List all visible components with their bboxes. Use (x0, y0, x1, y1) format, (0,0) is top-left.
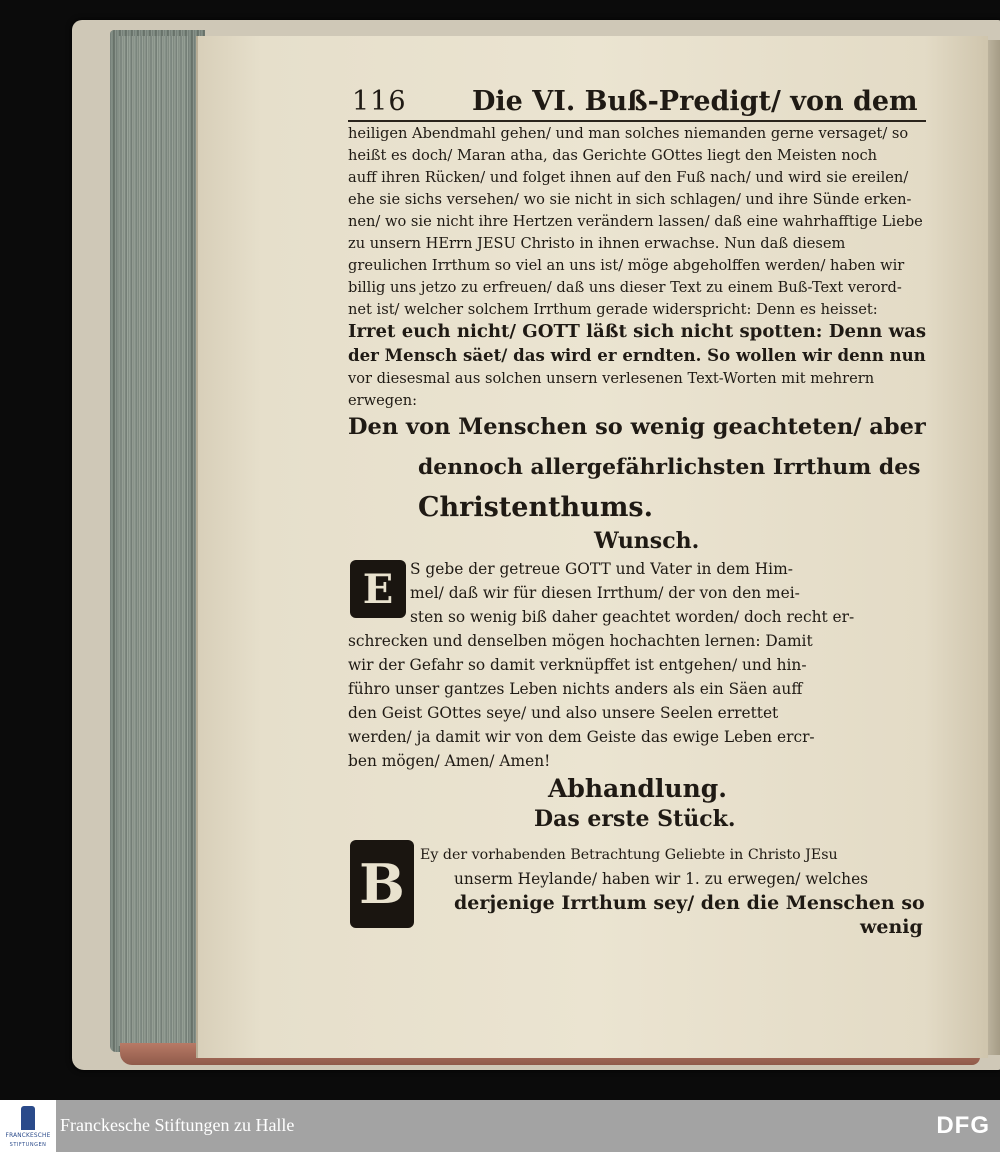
running-title: Die VI. Buß-Predigt/ von dem (472, 86, 918, 117)
text-line: zu unsern HErrn JESU Christo in ihnen erwachse. Nun daß diesem (348, 235, 846, 252)
running-head (348, 86, 926, 122)
sermon-heading-line: Christenthums. (418, 492, 653, 523)
text-line: sten so wenig biß daher geachtet worden/ doch recht er- (410, 608, 855, 626)
text-line: unserm Heylande/ haben wir 1. zu erwegen/ welches (454, 870, 869, 888)
wunsch-title: Wunsch. (594, 528, 700, 554)
text-line: heiligen Abendmahl gehen/ und man solches niemanden gerne versaget/ so (348, 125, 909, 142)
text-line: ben mögen/ Amen/ Amen! (348, 752, 551, 770)
building-icon (21, 1106, 35, 1130)
text-line: wir der Gefahr so damit verknüpffet ist entgehen/ und hin- (348, 656, 807, 674)
dfg-logo[interactable]: DFG (936, 1112, 990, 1139)
text-line: mel/ daß wir für diesen Irrthum/ der von den mei- (410, 584, 800, 602)
sermon-heading-line: Den von Menschen so wenig geachteten/ aber (348, 414, 926, 440)
text-line: führo unser gantzes Leben nichts anders als ein Säen auff (348, 680, 803, 698)
franckesche-logo[interactable] (0, 1100, 56, 1152)
text-line: nen/ wo sie nicht ihre Hertzen verändern lassen/ daß eine wahrhafftige Liebe (348, 213, 923, 230)
logo-text: STIFTUNGEN (9, 1142, 47, 1148)
text-line: erwegen: (348, 392, 418, 409)
text-line: ehe sie sichs versehen/ wo sie nicht in sich schlagen/ und ihre Sünde erken- (348, 191, 912, 208)
scripture-quote-line: Irret euch nicht/ GOTT läßt sich nicht spotten: Denn was (348, 321, 927, 342)
viewer-footer (0, 1100, 1000, 1152)
text-line: den Geist GOttes seye/ und also unsere Seelen errettet (348, 704, 779, 722)
institution-name[interactable]: Franckesche Stiftungen zu Halle (60, 1115, 295, 1135)
catchword: wenig (860, 916, 923, 938)
abhandlung-title: Abhandlung. (548, 774, 727, 803)
abhandlung-subtitle: Das erste Stück. (534, 806, 736, 832)
text-line: S gebe der getreue GOTT und Vater in dem Him- (410, 560, 793, 578)
decorated-initial-b: B (350, 840, 414, 928)
text-line: auff ihren Rücken/ und folget ihnen auf den Fuß nach/ und wird sie ereilen/ (348, 169, 909, 186)
text-line: heißt es doch/ Maran atha, das Gerichte GOttes liegt den Meisten noch (348, 147, 878, 164)
text-line: derjenige Irrthum sey/ den die Menschen so (454, 892, 925, 914)
text-line: greulichen Irrthum so viel an uns ist/ möge abgeholffen werden/ haben wir (348, 257, 905, 274)
text-line: billig uns jetzo zu erfreuen/ daß uns dieser Text zu einem Buß-Text verord- (348, 279, 902, 296)
page-block-edge-highlight (118, 36, 188, 1046)
text-line: schrecken und denselben mögen hochachten lernen: Damit (348, 632, 813, 650)
page-number: 116 (352, 86, 407, 117)
text-line: werden/ ja damit wir von dem Geiste das ewige Leben ercr- (348, 728, 815, 746)
scripture-quote-line: der Mensch säet/ das wird er erndten. So wollen wir denn nun (348, 345, 926, 365)
sermon-heading-line: dennoch allergefährlichsten Irrthum des (418, 454, 921, 480)
decorated-initial-e: E (350, 560, 406, 618)
text-line: Ey der vorhabenden Betrachtung Geliebte in Christo JEsu (420, 847, 838, 863)
logo-text: FRANCKESCHE (5, 1133, 51, 1139)
text-line: vor diesesmal aus solchen unsern verlesenen Text-Worten mit mehrern (348, 370, 875, 387)
text-line: net ist/ welcher solchem Irrthum gerade widerspricht: Denn es heisset: (348, 301, 878, 318)
